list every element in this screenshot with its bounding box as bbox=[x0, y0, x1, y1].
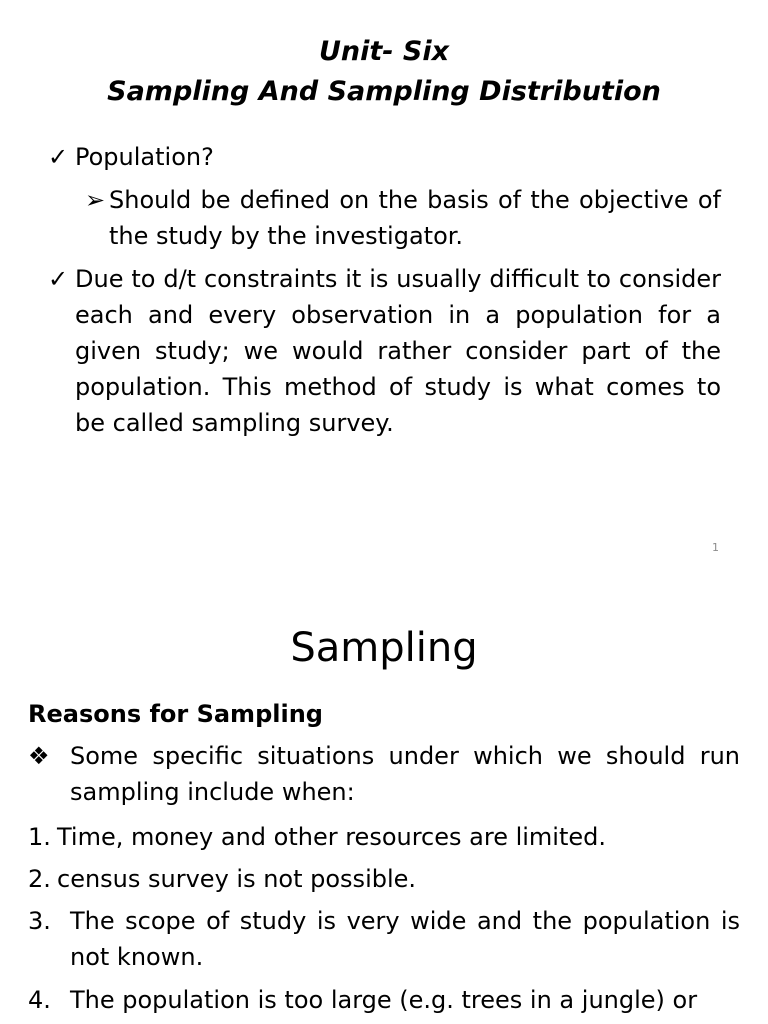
list-item bbox=[28, 861, 740, 897]
list-item-text: The scope of study is very wide and the population is not known. bbox=[70, 907, 740, 971]
list-item-text: Time, money and other resources are limited. bbox=[57, 823, 607, 851]
bullet-situations bbox=[28, 738, 740, 810]
list-number: 4. bbox=[28, 986, 51, 1014]
list-item bbox=[28, 903, 740, 975]
bullet-text: Some specific situations under which we should run sampling include when: bbox=[70, 742, 740, 806]
list-item bbox=[28, 982, 740, 1018]
bullet-text: Due to d/t constraints it is usually difficult to consider each and every observation in a population for a given study; we would rather consider part of the population. This method of study is what comes to be called sampling survey. bbox=[75, 265, 721, 437]
bullet-population bbox=[48, 139, 728, 175]
checkmark-icon: ✓ bbox=[48, 265, 69, 293]
section-heading: Reasons for Sampling bbox=[28, 700, 323, 728]
sub-bullet-definition bbox=[85, 182, 721, 254]
slide-2 bbox=[0, 576, 768, 1024]
list-item-text: The population is too large (e.g. trees in a jungle) or bbox=[70, 986, 698, 1014]
bullet-text: Population? bbox=[75, 143, 214, 171]
list-number: 3. bbox=[28, 907, 51, 935]
bullet-constraints bbox=[48, 261, 721, 441]
slide-title-line-1: Unit- Six bbox=[318, 36, 450, 67]
checkmark-icon: ✓ bbox=[48, 143, 69, 171]
list-item-text: census survey is not possible. bbox=[57, 865, 417, 893]
list-item bbox=[28, 819, 740, 855]
page-title: Sampling bbox=[290, 625, 478, 671]
list-number: 2. bbox=[28, 865, 51, 893]
slide-title-line-2: Sampling And Sampling Distribution bbox=[107, 76, 661, 107]
sub-bullet-text: Should be defined on the basis of the objective of the study by the investigator. bbox=[109, 186, 721, 250]
diamond-bullet-icon: ❖ bbox=[28, 742, 50, 770]
arrow-bullet-icon: ➢ bbox=[85, 186, 106, 214]
page-number: 1 bbox=[712, 541, 719, 554]
list-number: 1. bbox=[28, 823, 51, 851]
